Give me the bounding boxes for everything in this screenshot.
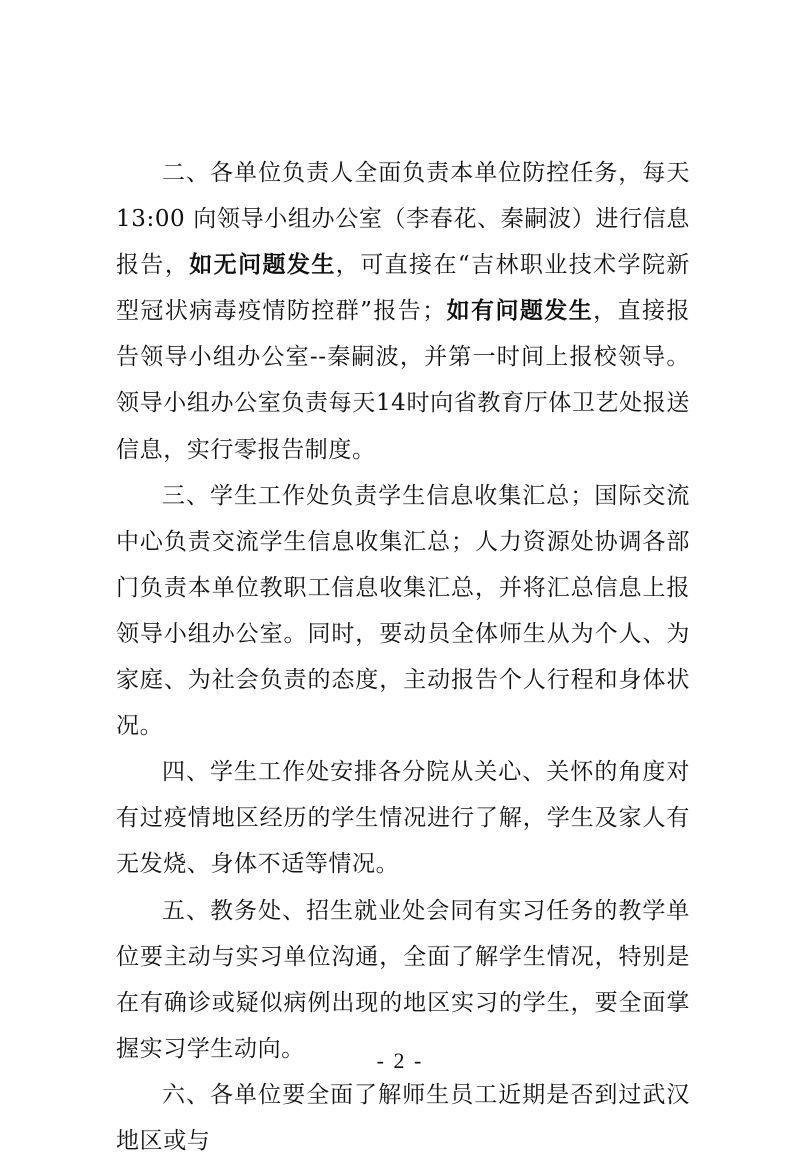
text-run: ，直接报告领导小组办公室--秦嗣波，并第一时间上报校领导。领导小组办公室负责每天14时向省教育厅体卫艺处报送信息，实行零报告制度。 (116, 298, 690, 463)
paragraph-4 (116, 749, 690, 887)
paragraph-6 (116, 1072, 690, 1164)
text-run: 二、各单位负责人全面负责本单位防控任务，每天13:00 向领导小组办公室（李春花、秦嗣波）进行信息报告， (116, 160, 690, 279)
paragraph-2 (116, 150, 690, 473)
text-run: 六、各单位要全面了解师生员工近期是否到过武汉地区或与 (116, 1081, 690, 1154)
paragraph-5 (116, 888, 690, 1072)
text-run: 五、教务处、招生就业处会同有实习任务的教学单位要主动与实习单位沟通，全面了解学生情况，特别是在有确诊或疑似病例出现的地区实习的学生，要全面掌握实习学生动向。 (116, 897, 690, 1062)
body-text (116, 150, 690, 1164)
paragraph-3 (116, 473, 690, 750)
bold-text-run: 如无问题发生 (189, 251, 336, 279)
page-number: - 2 - (376, 1048, 424, 1073)
text-run: 四、学生工作处安排各分院从关心、关怀的角度对有过疫情地区经历的学生情况进行了解，学生及家人有无发烧、身体不适等情况。 (116, 759, 690, 878)
text-run: 三、学生工作处负责学生信息收集汇总；国际交流中心负责交流学生信息收集汇总；人力资源处协调各部门负责本单位教职工信息收集汇总，并将汇总信息上报领导小组办公室。同时，要动员全体师生从为个人、为家庭、为社会负责的态度，主动报告个人行程和身体状况。 (116, 482, 690, 740)
text-run: ，可直接在“吉林职业技术学院新型冠状病毒疫情防控群”报告； (116, 252, 690, 325)
bold-text-run: 如有问题发生 (445, 297, 594, 325)
